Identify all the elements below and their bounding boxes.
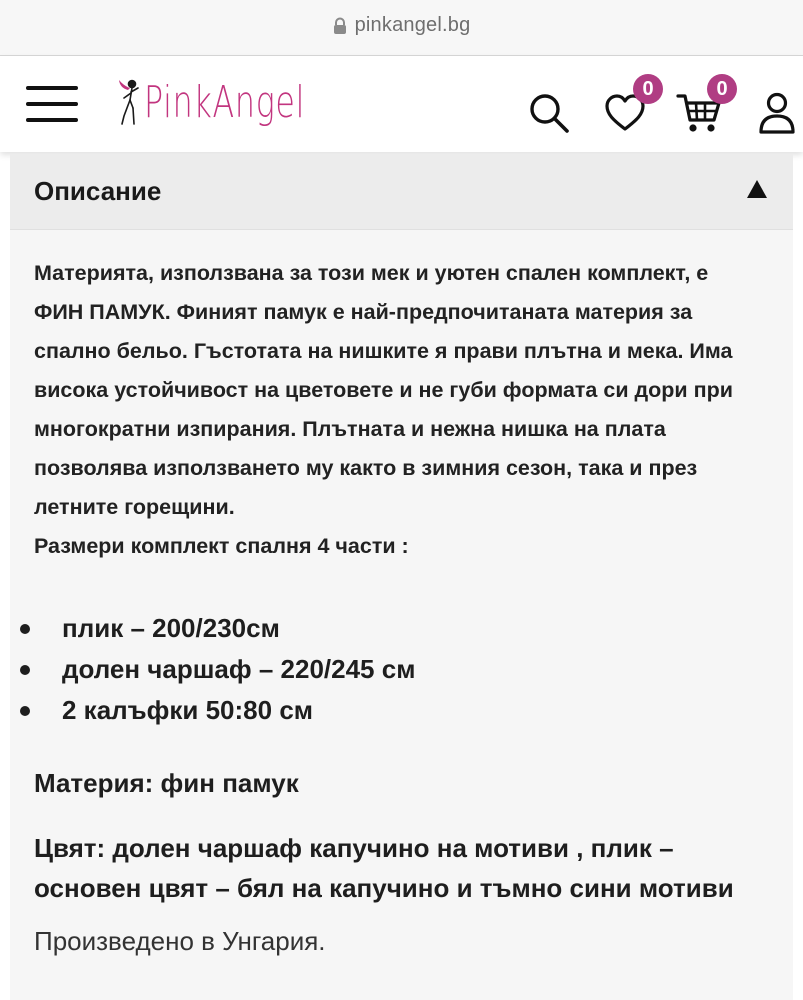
site-logo[interactable] <box>118 74 368 130</box>
description-content <box>34 254 794 956</box>
description-line: ФИН ПАМУК. Финият памук е най-предпочитаната материя за <box>34 300 693 324</box>
list-item: плик – 200/230см <box>20 608 415 649</box>
description-line: позволява използването му както в зимния сезон, така и през <box>34 456 698 480</box>
logo-text: PinkAngel <box>144 76 306 128</box>
description-line: Материята, използвана за този мек и уютен спален комплект, е <box>34 261 709 285</box>
user-icon[interactable] <box>758 92 796 134</box>
description-accordion <box>10 154 793 1000</box>
color-text <box>34 828 794 908</box>
hamburger-menu-icon[interactable] <box>26 84 78 124</box>
color-line: Цвят: долен чаршаф капучино на мотиви , плик – <box>34 833 674 863</box>
description-line: висока устойчивост на цветовете и не губи формата си дори при <box>34 378 733 402</box>
description-accordion-header[interactable] <box>10 154 793 230</box>
wishlist-count-badge: 0 <box>633 74 663 104</box>
collapse-arrow-icon[interactable] <box>747 180 767 198</box>
browser-url-bar[interactable] <box>0 0 803 56</box>
description-paragraph <box>34 254 794 566</box>
material-text: Материя: фин памук <box>34 768 299 798</box>
list-item: 2 калъфки 50:80 см <box>20 690 415 731</box>
sizes-heading: Размери комплект спалня 4 части : <box>34 534 409 558</box>
list-item: долен чаршаф – 220/245 см <box>20 649 415 690</box>
origin-text: Произведено в Унгария. <box>34 926 326 956</box>
site-header <box>0 56 803 152</box>
description-line: многократни изпирания. Плътната и нежна нишка на плата <box>34 417 666 441</box>
angel-silhouette-icon <box>118 78 142 126</box>
lock-icon <box>333 17 347 35</box>
color-line: основен цвят – бял на капучино и тъмно сини мотиви <box>34 873 734 903</box>
description-title: Описание <box>34 176 162 206</box>
cart-count-badge: 0 <box>707 74 737 104</box>
sizes-list <box>20 608 415 731</box>
description-line: летните горещини. <box>34 495 235 519</box>
url-text: pinkangel.bg <box>354 14 471 36</box>
search-icon[interactable] <box>528 92 570 134</box>
description-line: спално бельо. Гъстотата на нишките я прави плътна и мека. Има <box>34 339 733 363</box>
